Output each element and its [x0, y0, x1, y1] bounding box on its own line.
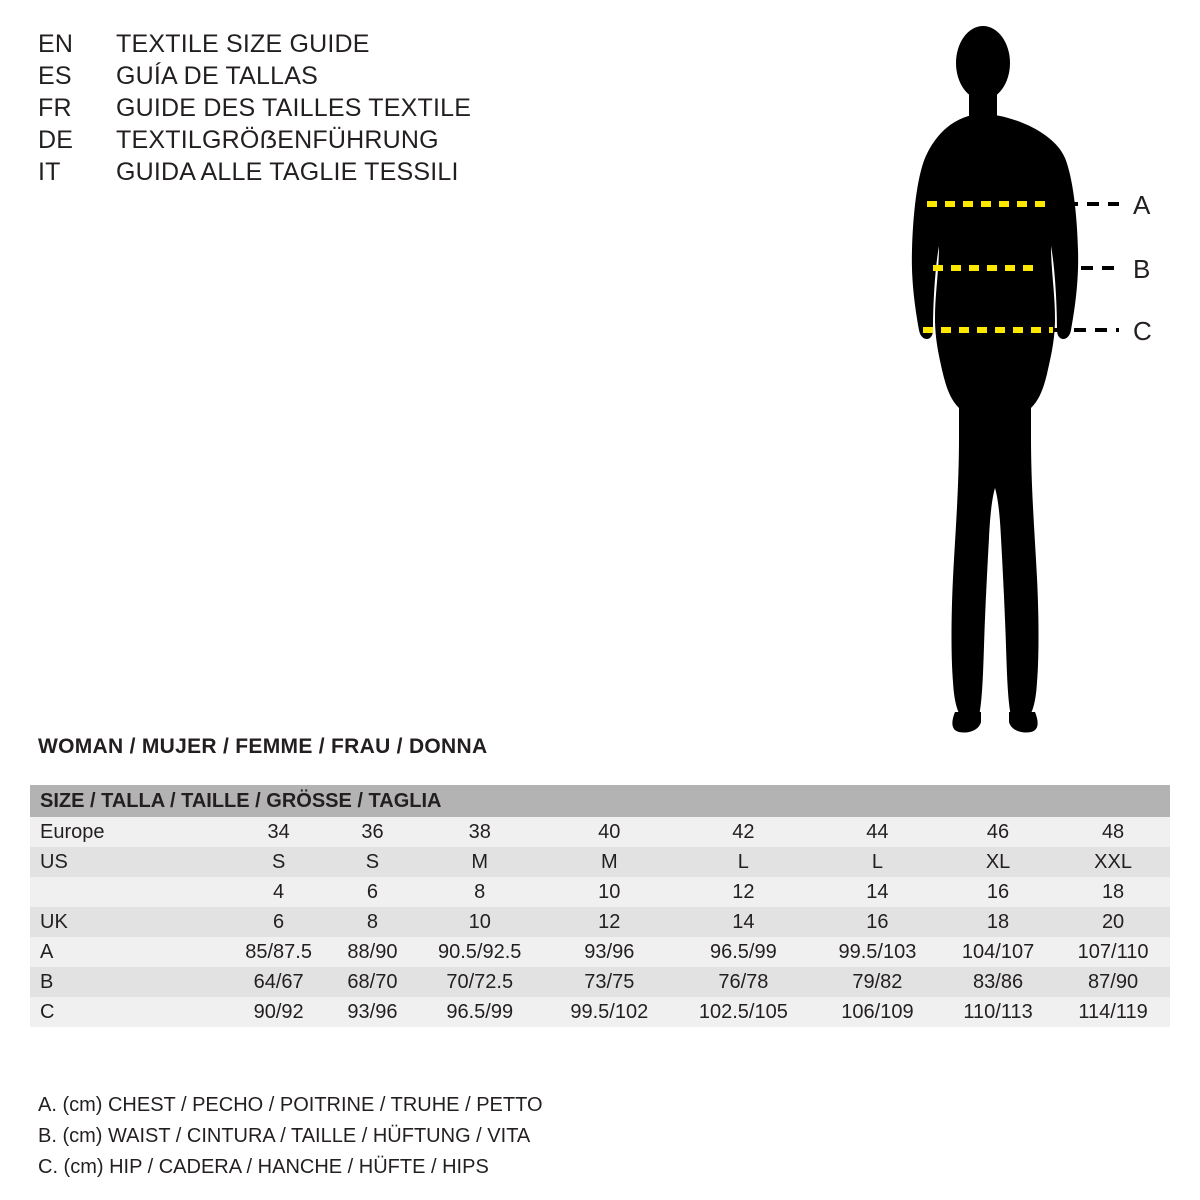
cell: 48: [1101, 821, 1125, 843]
cell: 8: [474, 881, 486, 903]
cell: 70/72.5: [446, 971, 514, 993]
table-row: [30, 967, 1170, 997]
cell: 102.5/105: [698, 1001, 788, 1023]
cell: L: [871, 851, 883, 873]
cell: 68/70: [347, 971, 398, 993]
language-title-it: GUIDA ALLE TAGLIE TESSILI: [116, 158, 459, 186]
measure-label-a: A: [1133, 190, 1151, 220]
cell: 88/90: [347, 941, 398, 963]
table-header-title: SIZE / TALLA / TAILLE / GRÖSSE / TAGLIA: [30, 785, 1170, 817]
measure-label-c: C: [1133, 316, 1152, 346]
row-label-europe: Europe: [40, 821, 105, 843]
cell: XXL: [1094, 851, 1132, 873]
measure-label-b: B: [1133, 254, 1151, 284]
language-row-en: [38, 30, 598, 62]
cell: 87/90: [1088, 971, 1139, 993]
cell: 10: [598, 881, 621, 903]
cell: L: [737, 851, 749, 873]
language-row-fr: [38, 94, 598, 126]
language-title-es: GUÍA DE TALLAS: [116, 62, 318, 90]
cell: 44: [866, 821, 889, 843]
cell: 36: [361, 821, 384, 843]
table-row: [30, 907, 1170, 937]
cell: 96.5/99: [446, 1001, 514, 1023]
cell: 18: [986, 911, 1010, 933]
cell: 14: [866, 881, 889, 903]
cell: 20: [1101, 911, 1125, 933]
cell: 93/96: [584, 941, 635, 963]
table-row: [30, 817, 1170, 847]
cell: 110/113: [963, 1001, 1033, 1023]
female-silhouette-figure: [855, 18, 1185, 738]
language-code-en: EN: [38, 30, 74, 58]
table-header-row: [30, 785, 1170, 817]
row-label-b: B: [40, 971, 54, 993]
cell: 6: [366, 881, 379, 903]
cell: M: [471, 851, 489, 873]
language-title-list: [38, 30, 598, 190]
cell: 4: [273, 881, 285, 903]
language-title-fr: GUIDE DES TAILLES TEXTILE: [116, 94, 472, 122]
cell: 90/92: [253, 1001, 304, 1023]
cell: 18: [1101, 881, 1125, 903]
cell: 34: [267, 821, 290, 843]
cell: 73/75: [584, 971, 635, 993]
cell: 99.5/102: [570, 1001, 649, 1023]
cell: XL: [985, 851, 1011, 873]
language-code-es: ES: [38, 62, 72, 90]
cell: 14: [732, 911, 755, 933]
cell: 99.5/103: [838, 941, 917, 963]
language-code-de: DE: [38, 126, 74, 154]
row-label-a: A: [40, 941, 54, 963]
cell: 16: [866, 911, 889, 933]
cell: 12: [732, 881, 755, 903]
cell: 83/86: [973, 971, 1024, 993]
row-label-us-numeric: [30, 877, 225, 907]
language-row-it: [38, 158, 598, 190]
cell: 106/109: [841, 1001, 914, 1023]
cell: M: [600, 851, 618, 873]
cell: 12: [598, 911, 621, 933]
language-code-it: IT: [38, 158, 61, 186]
table-row: [30, 847, 1170, 877]
cell: 76/78: [718, 971, 769, 993]
measurement-notes: [38, 1090, 543, 1183]
cell: 64/67: [253, 971, 304, 993]
cell: 104/107: [961, 941, 1035, 963]
cell: 16: [986, 881, 1010, 903]
note-b: B. (cm) WAIST / CINTURA / TAILLE / HÜFTUNG / VITA: [38, 1125, 531, 1147]
cell: 38: [468, 821, 491, 843]
cell: S: [365, 851, 380, 873]
cell: 8: [366, 911, 379, 933]
language-code-fr: FR: [38, 94, 72, 122]
cell: 40: [598, 821, 621, 843]
note-c: C. (cm) HIP / CADERA / HANCHE / HÜFTE / HIPS: [38, 1156, 489, 1178]
language-title-de: TEXTILGRÖẞENFÜHRUNG: [116, 126, 439, 154]
cell: 10: [468, 911, 491, 933]
cell: 6: [273, 911, 285, 933]
language-title-en: TEXTILE SIZE GUIDE: [116, 30, 370, 58]
cell: 96.5/99: [709, 941, 777, 963]
table-row: [30, 997, 1170, 1027]
note-a: A. (cm) CHEST / PECHO / POITRINE / TRUHE / PETTO: [38, 1094, 543, 1116]
language-row-de: [38, 126, 598, 158]
cell: 93/96: [347, 1001, 398, 1023]
cell: 79/82: [852, 971, 903, 993]
table-row: [30, 877, 1170, 907]
row-label-us: US: [40, 851, 68, 873]
cell: 114/119: [1078, 1001, 1148, 1023]
table-row: [30, 937, 1170, 967]
section-label-woman: WOMAN / MUJER / FEMME / FRAU / DONNA: [38, 735, 488, 758]
cell: 107/110: [1077, 941, 1149, 963]
language-row-es: [38, 62, 598, 94]
cell: 90.5/92.5: [438, 941, 522, 963]
cell: 42: [732, 821, 755, 843]
silhouette-icon: [912, 26, 1078, 733]
row-label-uk: UK: [40, 911, 68, 933]
cell: 46: [986, 821, 1010, 843]
cell: 85/87.5: [245, 941, 312, 963]
row-label-c: C: [40, 1001, 55, 1023]
size-table: [30, 785, 1170, 1027]
cell: S: [271, 851, 286, 873]
